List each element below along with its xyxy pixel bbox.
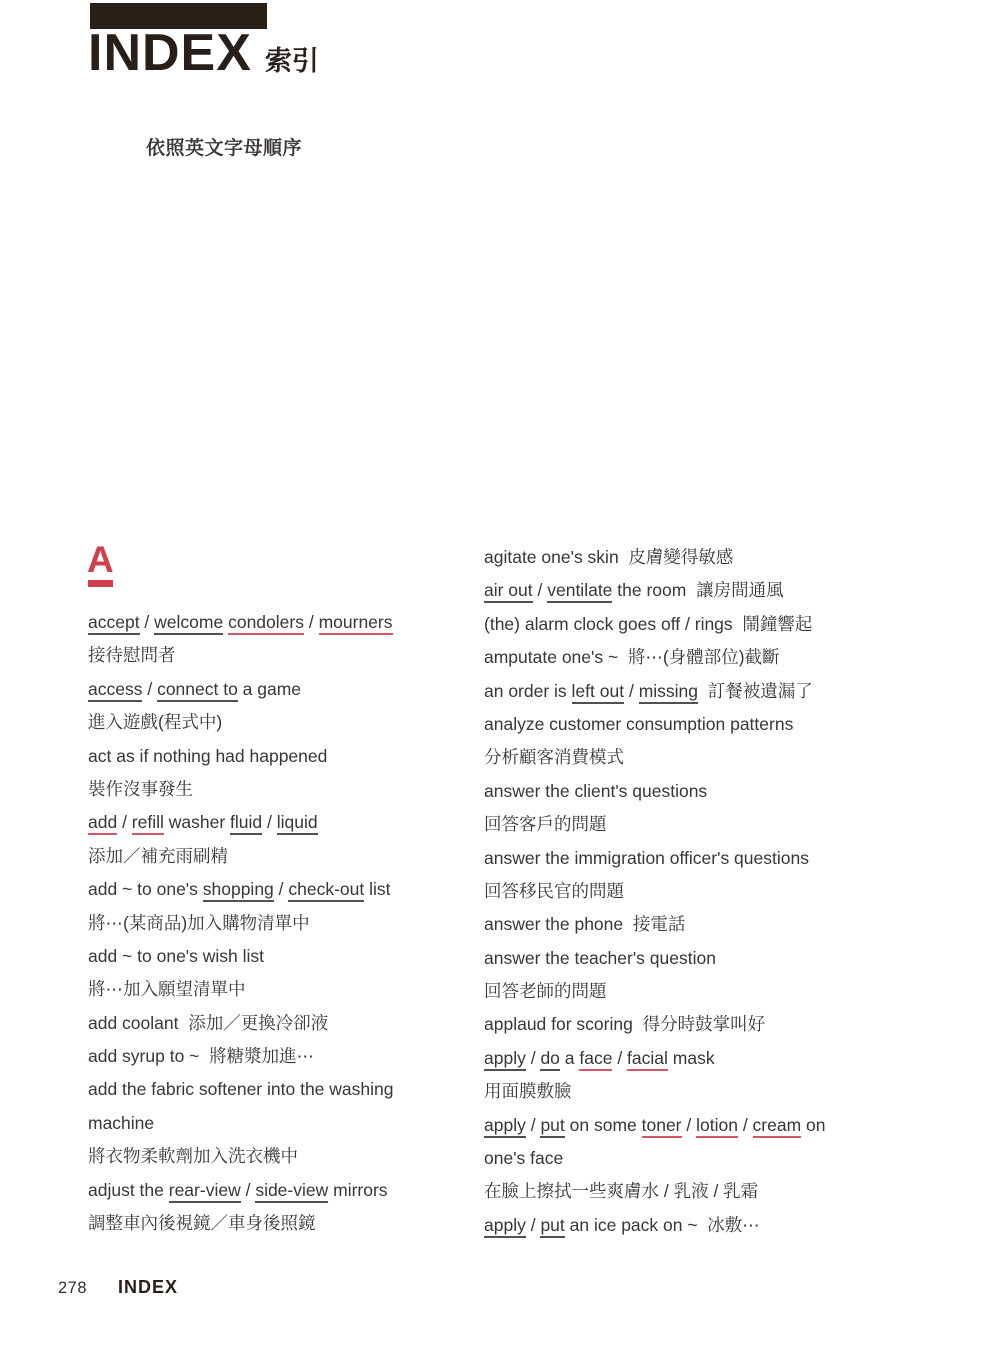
entry-text: 添加／補充雨刷精 [88,845,228,866]
index-entry-line [484,1209,904,1242]
underlined-term: condolers [228,612,304,635]
underlined-term: lotion [696,1115,738,1138]
section-letter-underline [88,580,113,587]
entry-text: 接待慰問者 [88,645,176,666]
index-entry-line [88,1040,448,1073]
entry-text: applaud for scoring 得分時鼓掌叫好 [484,1014,766,1035]
underlined-term: rear-view [169,1180,241,1203]
underlined-term: put [540,1115,564,1138]
entry-text: mirrors [328,1179,388,1200]
index-entry-line [88,1207,448,1240]
index-entry-line [484,1175,904,1208]
index-entry-line [484,975,904,1008]
entry-text: 將⋯(某商品)加入購物清單中 [88,912,310,933]
entry-text: / [525,1214,541,1235]
entry-text: one's face [484,1148,564,1169]
underlined-term: toner [642,1115,682,1138]
entry-text: 回答客戶的問題 [484,814,607,835]
entry-text: 回答老師的問題 [484,981,607,1002]
entry-text: answer the immigration officer's questions [484,847,809,868]
entry-text: 進入遊戲(程式中) [88,712,223,733]
title-index-zh: 索引 [264,46,319,76]
entry-text: a game [237,678,302,699]
index-entry-line [88,1107,448,1140]
underlined-term: ventilate [547,580,612,603]
index-entry-line [484,908,904,941]
underlined-term: add [88,812,117,835]
underlined-term: welcome [154,612,223,635]
index-entry-line [88,940,448,973]
entry-text: list [364,879,391,900]
entry-text: 調整車內後視鏡／車身後照鏡 [88,1213,316,1234]
index-column-right [484,541,904,1242]
entry-text: / [612,1047,628,1068]
section-letter-a: A [87,539,114,580]
index-entry-line [88,1073,448,1106]
title-index-en: INDEX [88,24,252,82]
underlined-term: accept [88,612,140,635]
entry-text: add ~ to one's [88,879,203,900]
entry-text: a [559,1047,580,1068]
entry-text: an ice pack on ~ 冰敷⋯ [564,1214,760,1235]
underlined-term: face [579,1048,612,1071]
index-entry-line [484,942,904,975]
index-entry-line [88,1140,448,1173]
entry-text: agitate one's skin 皮膚變得敏感 [484,547,734,567]
index-entry-line [88,907,448,940]
entry-text: adjust the [88,1179,169,1200]
entry-text: / [681,1114,697,1135]
entry-text: / [303,612,319,632]
footer-index-label: INDEX [118,1277,179,1297]
index-entry-line [484,1008,904,1041]
entry-text: 分析顧客消費模式 [484,747,624,768]
underlined-term: fluid [230,812,262,835]
index-entry-line [484,675,904,708]
index-entry-line [88,806,448,839]
index-entry-line [88,606,448,639]
page-footer [58,1277,178,1298]
entry-text: 回答移民官的問題 [484,880,624,901]
underlined-term: air out [484,580,533,603]
index-entry-line [484,1109,904,1142]
entry-text: (the) alarm clock goes off / rings 鬧鐘響起 [484,613,813,634]
entry-text: washer [163,812,231,833]
underlined-term: check-out [288,879,364,902]
entry-text: amputate one's ~ 將⋯(身體部位)截斷 [484,647,780,668]
entry-text: add the fabric softener into the washing [88,1079,394,1100]
entry-text: analyze customer consumption patterns [484,713,794,734]
index-order-subtitle: 依照英文字母順序 [146,138,303,159]
index-entry-line [484,741,904,774]
index-entry-line [484,574,904,607]
index-entry-line [484,708,904,741]
underlined-term: side-view [255,1180,328,1203]
index-entry-line [88,740,448,773]
underlined-term: do [540,1048,559,1071]
underlined-term: refill [132,812,164,835]
index-entry-line [88,639,448,672]
entry-text: / [240,1179,256,1200]
underlined-term: put [540,1215,564,1238]
index-entry-line [88,773,448,806]
entry-text: / [624,680,639,701]
page-title [88,24,319,82]
entry-text: add syrup to ~ 將糖漿加進⋯ [88,1046,315,1067]
underlined-term: connect to [157,679,238,702]
entry-text: 用面膜敷臉 [484,1081,572,1102]
entry-text: / [737,1114,753,1135]
index-entry-line [484,1142,904,1175]
entry-text: / [273,879,289,900]
page-number: 278 [58,1279,88,1297]
underlined-term: apply [484,1115,526,1138]
entry-text: answer the phone 接電話 [484,914,686,935]
index-entry-line [88,706,448,739]
entry-text: 在臉上擦拭一些爽膚水 / 乳液 / 乳霜 [484,1181,759,1202]
index-entry-line [88,673,448,706]
entry-text: answer the client's questions [484,780,708,801]
entry-text: on [801,1114,826,1135]
entry-text: / [262,812,277,833]
entry-text: / [142,678,158,699]
underlined-term: apply [484,1215,526,1238]
index-entry-line [484,1042,904,1075]
entry-text: / [139,612,155,632]
entry-text: / [117,812,132,833]
underlined-term: access [88,679,142,702]
index-entry-line [88,873,448,906]
index-entry-line [88,1007,448,1040]
entry-text: the room 讓房間通風 [612,580,784,601]
underlined-term: shopping [203,879,274,902]
underlined-term: left out [572,681,625,704]
index-entry-line [484,808,904,841]
entry-text: machine [88,1112,155,1133]
entry-text: 訂餐被遺漏了 [698,680,813,701]
index-entry-line [484,641,904,674]
underlined-term: mourners [319,612,393,635]
index-entry-line [88,840,448,873]
entry-text: / [525,1114,541,1135]
underlined-term: liquid [277,812,318,835]
index-entry-line [484,842,904,875]
underlined-term: missing [639,681,698,704]
entry-text: 裝作沒事發生 [88,778,193,799]
index-entry-line [88,1174,448,1207]
entry-text: answer the teacher's question [484,947,716,968]
entry-text: / [525,1047,541,1068]
underlined-term: facial [627,1048,668,1071]
entry-text: mask [667,1047,715,1068]
index-entry-line [484,875,904,908]
index-entry-line [484,775,904,808]
index-entry-line [484,541,904,574]
entry-text: add coolant 添加／更換冷卻液 [88,1012,329,1033]
underlined-term: cream [753,1115,802,1138]
entry-text: add ~ to one's wish list [88,945,265,966]
index-entry-line [484,608,904,641]
index-entry-line [484,1075,904,1108]
underlined-term: apply [484,1048,526,1071]
entry-text: an order is [484,680,572,701]
index-entry-line [88,973,448,1006]
entry-text: / [532,580,548,601]
entry-text: 將⋯加入願望清單中 [88,979,246,1000]
entry-text: 將衣物柔軟劑加入洗衣機中 [88,1146,298,1167]
index-column-left [88,606,448,1240]
entry-text: act as if nothing had happened [88,745,328,766]
entry-text: on some [564,1114,642,1135]
